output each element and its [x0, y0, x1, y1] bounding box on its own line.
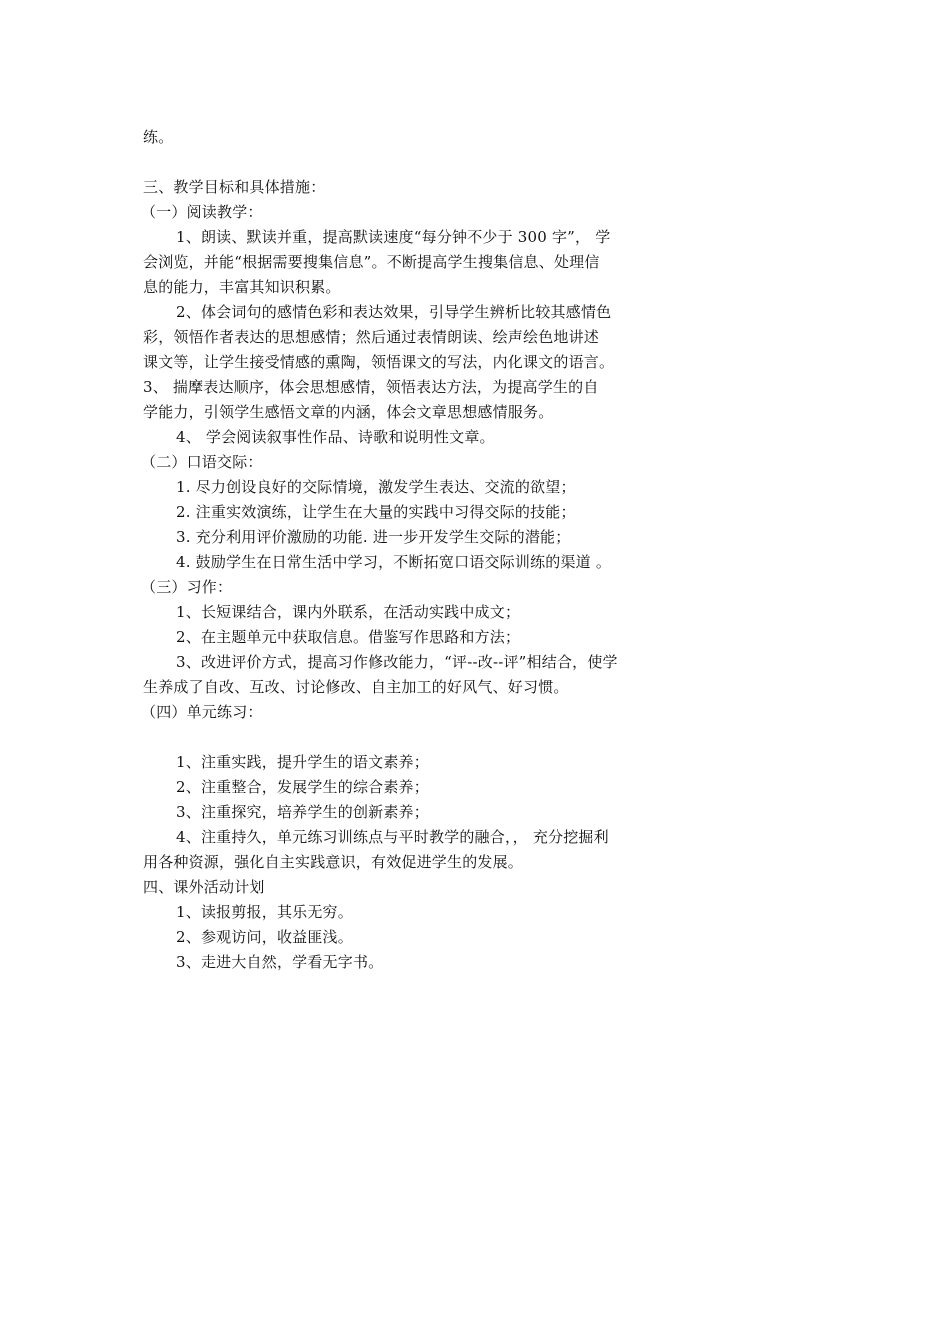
section-heading: 四、课外活动计划 — [143, 878, 265, 896]
text-line: 用各种资源，强化自主实践意识，有效促进学生的发展。 — [143, 853, 524, 871]
text-line: 1. 尽力创设良好的交际情境，激发学生表达、交流的欲望； — [176, 478, 576, 496]
text-line: 4. 鼓励学生在日常生活中学习，不断拓宽口语交际训练的渠道 。 — [176, 553, 612, 571]
text-line: 3、改进评价方式，提高习作修改能力，“评--改--评”相结合，使学 — [176, 653, 618, 671]
subsection-heading: （三）习作： — [141, 578, 233, 596]
text-line: 1、朗读、默读并重，提高默读速度“每分钟不少于 300 字”， 学 — [176, 228, 611, 246]
subsection-heading: （二）口语交际： — [141, 453, 263, 471]
text-line: 2、注重整合，发展学生的综合素养； — [176, 778, 429, 796]
subsection-heading: （一）阅读教学： — [141, 203, 263, 221]
text-line: 3、走进大自然，学看无字书。 — [176, 953, 384, 971]
subsection-heading: （四）单元练习： — [141, 703, 263, 721]
section-heading: 三、教学目标和具体措施： — [143, 178, 326, 196]
text-line: 4、 学会阅读叙事性作品、诗歌和说明性文章。 — [176, 428, 495, 446]
text-line: 会浏览，并能“根据需要搜集信息”。不断提高学生搜集信息、处理信 — [143, 253, 600, 271]
text-line: 课文等，让学生接受情感的熏陶，领悟课文的写法，内化课文的语言。 — [143, 353, 615, 371]
text-line: 3、 揣摩表达顺序，体会思想感情，领悟表达方法，为提高学生的自 — [143, 378, 599, 396]
text-line: 1、长短课结合，课内外联系，在活动实践中成文； — [176, 603, 521, 621]
text-line: 1、读报剪报，其乐无穷。 — [176, 903, 353, 921]
text-line: 3. 充分利用评价激励的功能. 进一步开发学生交际的潜能； — [176, 528, 571, 546]
text-line: 彩，领悟作者表达的思想感情；然后通过表情朗读、绘声绘色地讲述 — [143, 328, 600, 346]
text-line: 2. 注重实效演练，让学生在大量的实践中习得交际的技能； — [176, 503, 576, 521]
text-line: 2、参观访问，收益匪浅。 — [176, 928, 353, 946]
text-line: 练。 — [143, 128, 174, 146]
text-line: 学能力，引领学生感悟文章的内涵，体会文章思想感情服务。 — [143, 403, 554, 421]
text-line: 1、注重实践，提升学生的语文素养； — [176, 753, 429, 771]
text-line: 2、体会词句的感情色彩和表达效果，引导学生辨析比较其感情色 — [176, 303, 612, 321]
text-line: 2、在主题单元中获取信息。借鉴写作思路和方法； — [176, 628, 521, 646]
text-line: 3、注重探究，培养学生的创新素养； — [176, 803, 429, 821]
text-line: 生养成了自改、互改、讨论修改、自主加工的好风气、好习惯。 — [143, 678, 569, 696]
text-line: 4、注重持久，单元练习训练点与平时教学的融合，， 充分挖掘利 — [176, 828, 609, 846]
text-line: 息的能力，丰富其知识积累。 — [143, 278, 341, 296]
